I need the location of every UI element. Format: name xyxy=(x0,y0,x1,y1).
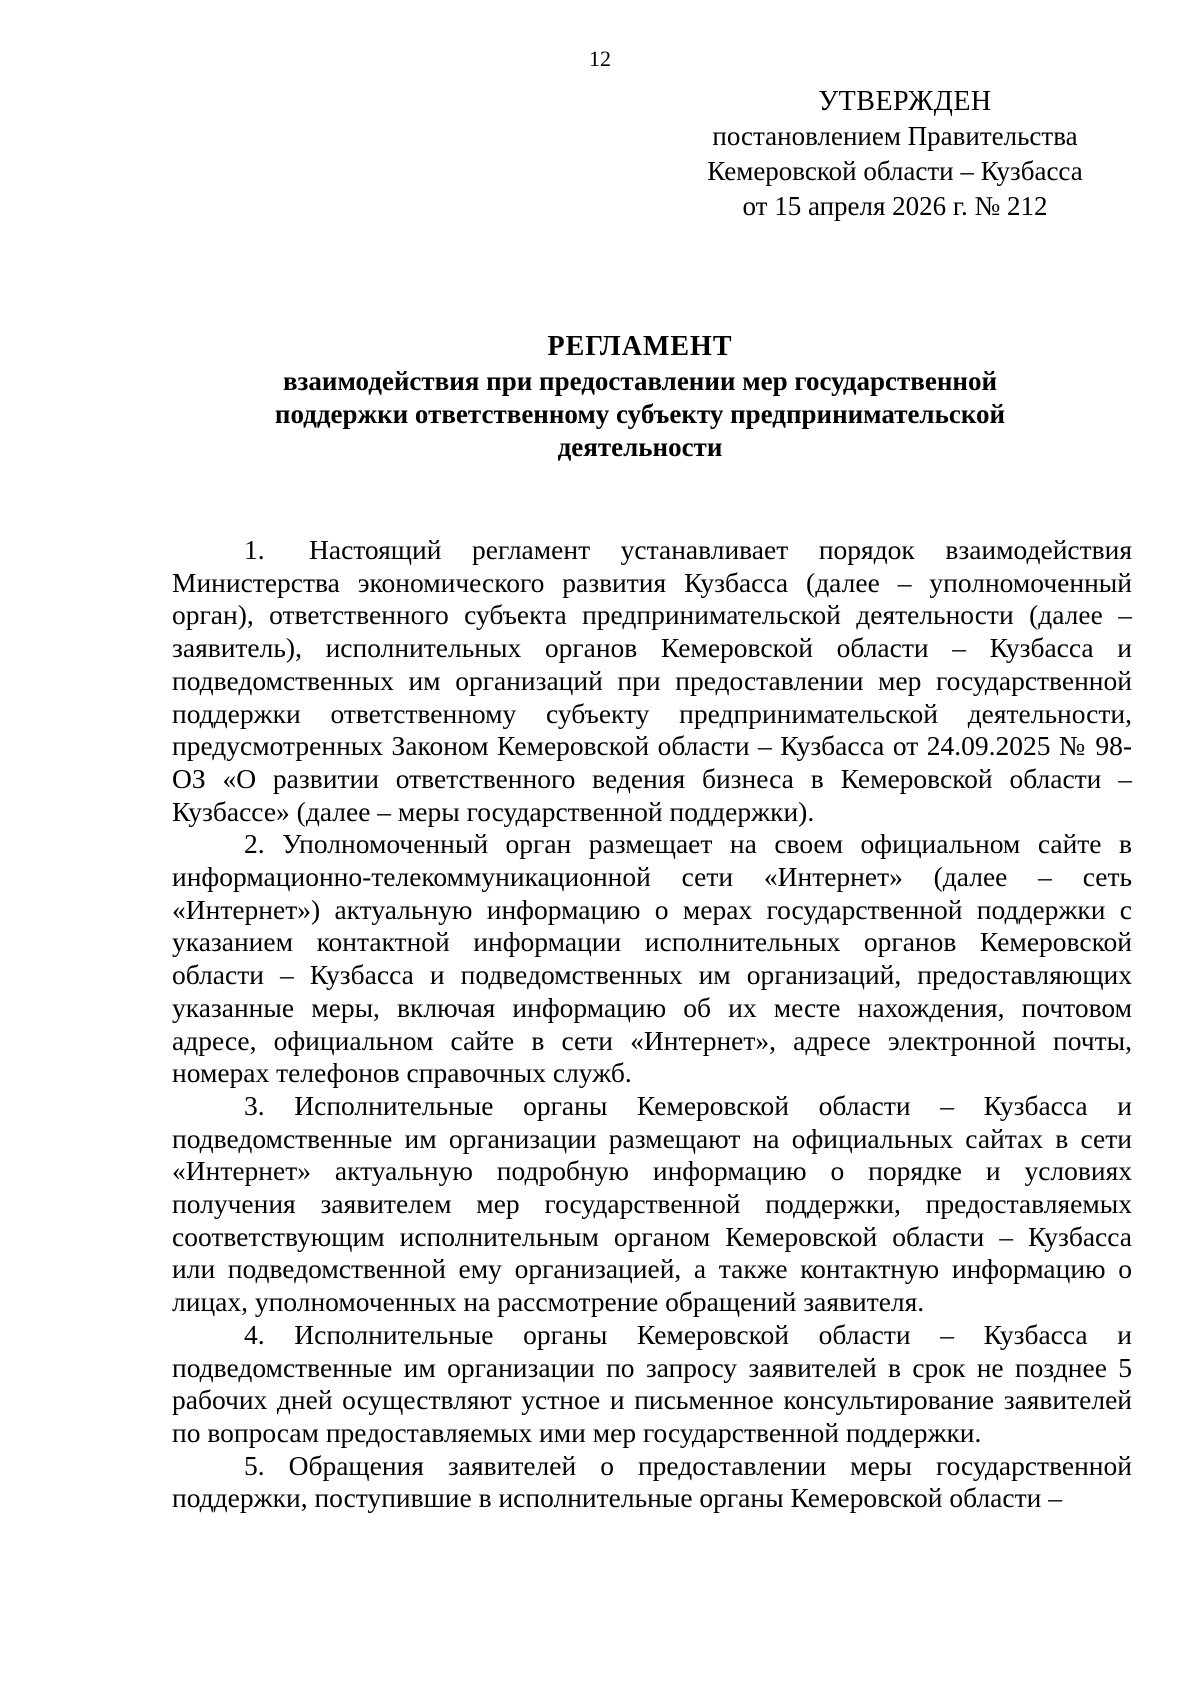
document-subtitle-line-3: деятельности xyxy=(557,432,723,462)
document-title-block xyxy=(160,330,1120,464)
paragraph-1-number: 1. xyxy=(244,534,265,565)
page-number: 12 xyxy=(589,46,611,71)
paragraph-1 xyxy=(172,534,1132,828)
paragraph-3: 3. Исполнительные органы Кемеровской области – Кузбасса и подведомственные им организации размещают на официальных сайтах в сети «Интернет» актуальную подробную информацию о порядке и условиях получения заявителем мер государственной поддержки, предоставляемых соответствующим исполнительным органом Кемеровской области – Кузбасса или подведомственной ему организацией, а также контактную информацию о лицах, уполномоченных на рассмотрение обращений заявителя. xyxy=(172,1089,1132,1318)
approval-heading: УТВЕРЖДЕН xyxy=(818,86,992,117)
document-title: РЕГЛАМЕНТ xyxy=(547,331,733,362)
paragraph-2: 2. Уполномоченный орган размещает на своем официальном сайте в информационно-телекоммуникационной сети «Интернет» (далее – сеть «Интернет») актуальную информацию о мерах государственной поддержки с указанием контактной информации исполнительных органов Кемеровской области – Кузбасса и подведомственных им организаций, предоставляющих указанные меры, включая информацию об их месте нахождения, почтовом адресе, официальном сайте в сети «Интернет», адресе электронной почты, номерах телефонов справочных служб. xyxy=(172,828,1132,1089)
approval-stamp-block xyxy=(660,84,1130,224)
paragraph-5: 5. Обращения заявителей о предоставлении меры государственной поддержки, поступившие в исполнительные органы Кемеровской области – xyxy=(172,1449,1132,1514)
approval-line-date: от 15 апреля 2026 г. № 212 xyxy=(742,191,1048,221)
document-subtitle-line-1: взаимодействия при предоставлении мер государственной xyxy=(282,366,998,396)
document-subtitle-line-2: поддержки ответственному субъекту предпринимательской xyxy=(274,399,1006,429)
document-body xyxy=(172,534,1132,1515)
paragraph-1-text: Настоящий регламент устанавливает порядок взаимодействия Министерства экономического развития Кузбасса (далее – уполномоченный орган), ответственного субъекта предпринимательской деятельности (далее – заявитель), исполнительных органов Кемеровской области – Кузбасса и подведомственных им организаций при предоставлении мер государственной поддержки ответственному субъекту предпринимательской деятельности, предусмотренных Законом Кемеровской области – Кузбасса от 24.09.2025 № 98-ОЗ «О развитии ответственного ведения бизнеса в Кемеровской области – Кузбассе» (далее – меры государственной поддержки). xyxy=(172,534,1132,827)
paragraph-4: 4. Исполнительные органы Кемеровской области – Кузбасса и подведомственные им организации по запросу заявителей в срок не позднее 5 рабочих дней осуществляют устное и письменное консультирование заявителей по вопросам предоставляемых ими мер государственной поддержки. xyxy=(172,1318,1132,1448)
approval-line-resolution: постановлением Правительства xyxy=(712,121,1078,151)
approval-line-region: Кемеровской области – Кузбасса xyxy=(707,156,1083,186)
